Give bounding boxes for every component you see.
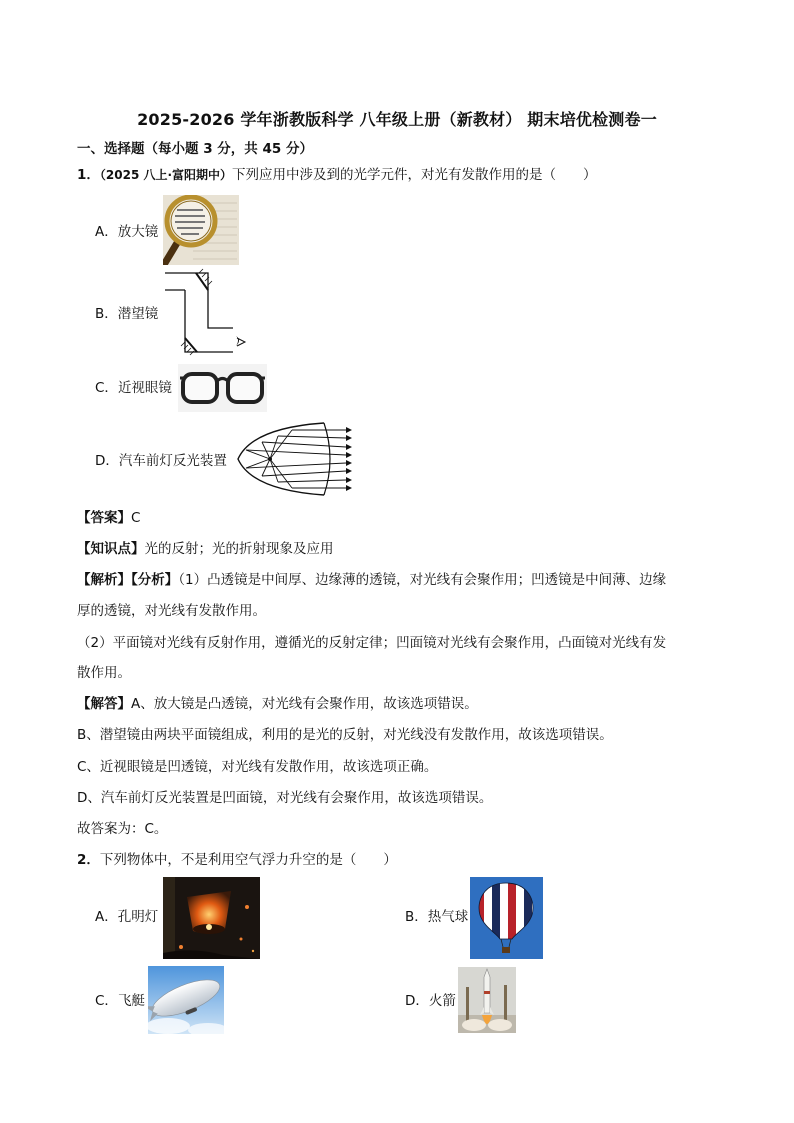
option-b xyxy=(95,304,158,324)
question-text: 下列物体中，不是利用空气浮力升空的是（ ） xyxy=(99,852,397,868)
answer-line xyxy=(77,508,140,528)
option-letter: C． xyxy=(95,993,118,1009)
option-letter: A． xyxy=(95,224,118,240)
rocket-image xyxy=(458,967,516,1033)
option-a xyxy=(95,907,158,927)
analysis-line-1 xyxy=(77,570,666,590)
solution-line-d: D、汽车前灯反光装置是凹面镜，对光线有会聚作用，故该选项错误。 xyxy=(77,790,493,806)
answer-label: 【答案】 xyxy=(77,510,131,526)
airship-image xyxy=(148,966,224,1034)
section-heading: 一、选择题（每小题 3 分，共 45 分） xyxy=(77,141,313,157)
knowledge-line xyxy=(77,539,334,559)
option-letter: D． xyxy=(405,993,429,1009)
option-text: 潜望镜 xyxy=(117,306,159,322)
option-text: 火箭 xyxy=(428,993,456,1009)
answer-value: C xyxy=(131,510,141,526)
periscope-diagram xyxy=(163,268,248,356)
analysis-text: （1）凸透镜是中间厚、边缘薄的透镜，对光线有会聚作用；凹透镜是中间薄、边缘 xyxy=(178,572,667,588)
solution-label: 【解答】 xyxy=(77,696,131,712)
question-number: 1． xyxy=(77,167,100,183)
option-a xyxy=(95,222,158,242)
knowledge-value: 光的反射；光的折射现象及应用 xyxy=(144,541,334,557)
question-text: 下列应用中涉及到的光学元件，对光有发散作用的是（ ） xyxy=(232,167,597,183)
option-text: 热气球 xyxy=(427,909,469,925)
hot-air-balloon-icon xyxy=(470,877,543,959)
conclusion-line: 故答案为：C。 xyxy=(77,821,168,837)
rocket-icon xyxy=(458,967,516,1033)
option-letter: D． xyxy=(95,453,119,469)
option-c xyxy=(95,378,172,398)
analysis-line-4: 散作用。 xyxy=(77,665,131,681)
option-text: 近视眼镜 xyxy=(117,380,172,396)
option-letter: B． xyxy=(95,306,118,322)
analysis-label: 【解析】【分析】 xyxy=(77,572,179,588)
knowledge-label: 【知识点】 xyxy=(77,541,145,557)
option-text: 飞艇 xyxy=(117,993,145,1009)
option-c xyxy=(95,991,145,1011)
magnifying-glass-icon xyxy=(163,195,239,265)
option-d xyxy=(405,991,456,1011)
analysis-line-3: （2）平面镜对光线有反射作用，遵循光的反射定律；凹面镜对光线有会聚作用，凸面镜对光线有发 xyxy=(77,635,667,651)
periscope-icon xyxy=(163,268,248,356)
sky-lantern-icon xyxy=(163,877,260,959)
analysis-line-2: 厚的透镜，对光线有发散作用。 xyxy=(77,603,266,619)
headlight-reflector-diagram xyxy=(232,420,354,498)
option-d xyxy=(95,451,227,471)
question-2-stem xyxy=(77,850,397,870)
option-text: 放大镜 xyxy=(117,224,159,240)
eyeglasses-image xyxy=(178,364,267,412)
option-b xyxy=(405,907,468,927)
option-text: 汽车前灯反光装置 xyxy=(118,453,227,469)
document-title: 2025-2026 学年浙教版科学 八年级上册（新教材） 期末培优检测卷一 xyxy=(137,110,657,129)
question-source: （2025 八上·富阳期中） xyxy=(99,168,233,182)
eyeglasses-icon xyxy=(178,364,267,412)
headlight-reflector-icon xyxy=(232,420,354,498)
question-1-stem xyxy=(77,165,597,185)
solution-line-c: C、近视眼镜是凹透镜，对光线有发散作用，故该选项正确。 xyxy=(77,759,438,775)
option-text: 孔明灯 xyxy=(117,909,159,925)
option-letter: C． xyxy=(95,380,118,396)
question-number: 2． xyxy=(77,852,100,868)
option-letter: B． xyxy=(405,909,428,925)
airship-icon xyxy=(148,966,224,1034)
magnifying-glass-image xyxy=(163,195,239,265)
sky-lantern-image xyxy=(163,877,260,959)
option-letter: A． xyxy=(95,909,118,925)
solution-line-b: B、潜望镜由两块平面镜组成，利用的是光的反射，对光线没有发散作用，故该选项错误。 xyxy=(77,727,613,743)
solution-text: A、放大镜是凸透镜，对光线有会聚作用，故该选项错误。 xyxy=(131,696,478,712)
hot-air-balloon-image xyxy=(470,877,543,959)
solution-line-a xyxy=(77,694,478,714)
